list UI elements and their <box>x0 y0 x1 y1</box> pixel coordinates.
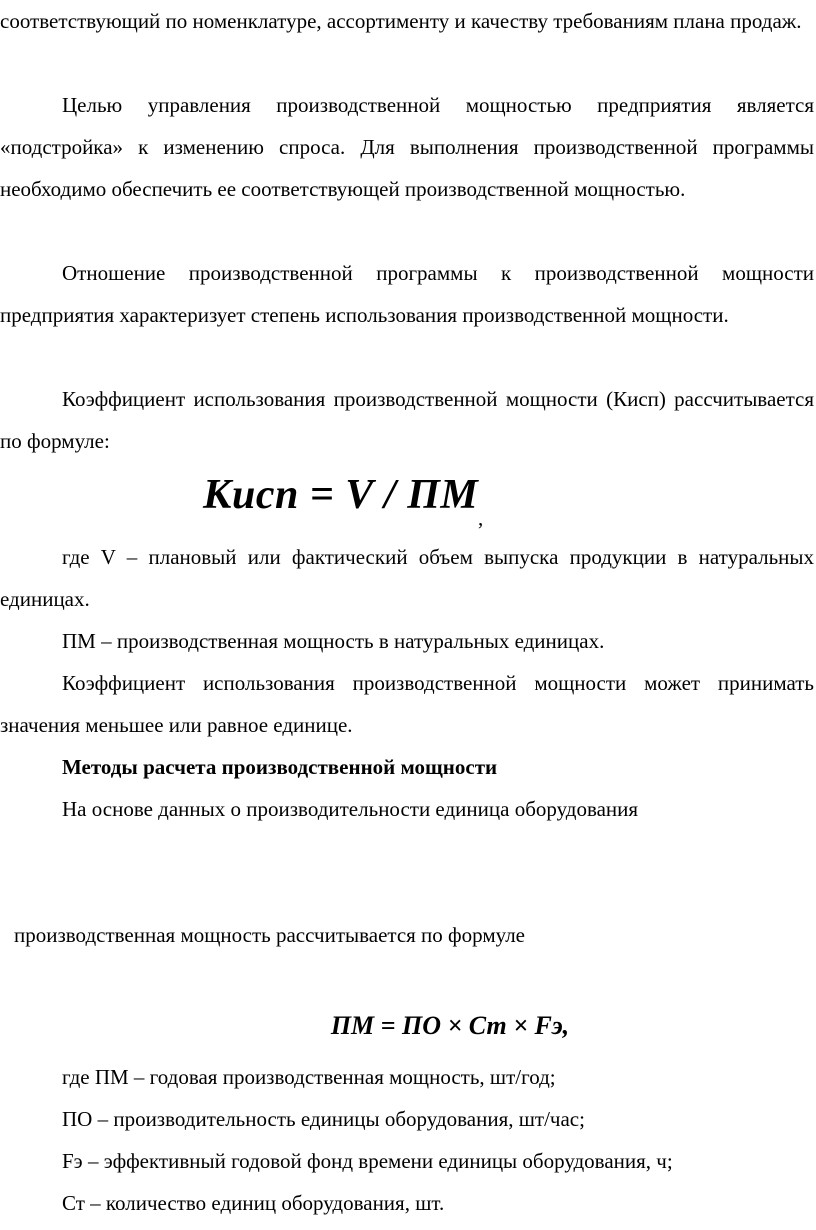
definition-pm: где ПМ – годовая производственная мощность, шт/год; <box>62 1065 556 1089</box>
paragraph-utilization-ratio: Отношение производственной программы к производственной мощности предприятия характеризует степень использования производственной мощности. <box>0 261 814 327</box>
paragraph-pm-definition: ПМ – производственная мощность в натуральных единицах. <box>62 629 605 653</box>
paragraph-formula-intro: производственная мощность рассчитывается по формуле <box>14 923 526 947</box>
paragraph-v-definition: где V – плановый или фактический объем выпуска продукции в натуральных единицах. <box>0 545 814 611</box>
paragraph-coefficient-intro: Коэффициент использования производственной мощности (Кисп) рассчитывается по формуле: <box>0 387 814 453</box>
paragraph-continuation: соответствующий по номенклатуре, ассортименту и качеству требованиям плана продаж. <box>0 9 802 33</box>
paragraph-equipment-basis: На основе данных о производительности единица оборудования <box>62 797 639 821</box>
formula-kisp: Кисп = V / ПМ <box>203 472 479 518</box>
formula-kisp-comma: , <box>478 506 484 530</box>
section-heading: Методы расчета производственной мощности <box>62 755 498 779</box>
formula-pm: ПМ = ПО × Ст × Fэ, <box>330 1011 570 1040</box>
paragraph-management-goal: Целью управления производственной мощностью предприятия является «подстройка» к изменению спроса. Для выполнения производственной программы необходимо обеспечить ее соответствующей производственной мощностью. <box>0 93 814 201</box>
definition-po: ПО – производительность единицы оборудования, шт/час; <box>62 1107 585 1131</box>
definition-st: Ст – количество единиц оборудования, шт. <box>62 1191 445 1215</box>
definition-fe: Fэ – эффективный годовой фонд времени единицы оборудования, ч; <box>62 1149 673 1173</box>
paragraph-coefficient-range: Коэффициент использования производственной мощности может принимать значения меньшее или равное единице. <box>0 671 814 737</box>
